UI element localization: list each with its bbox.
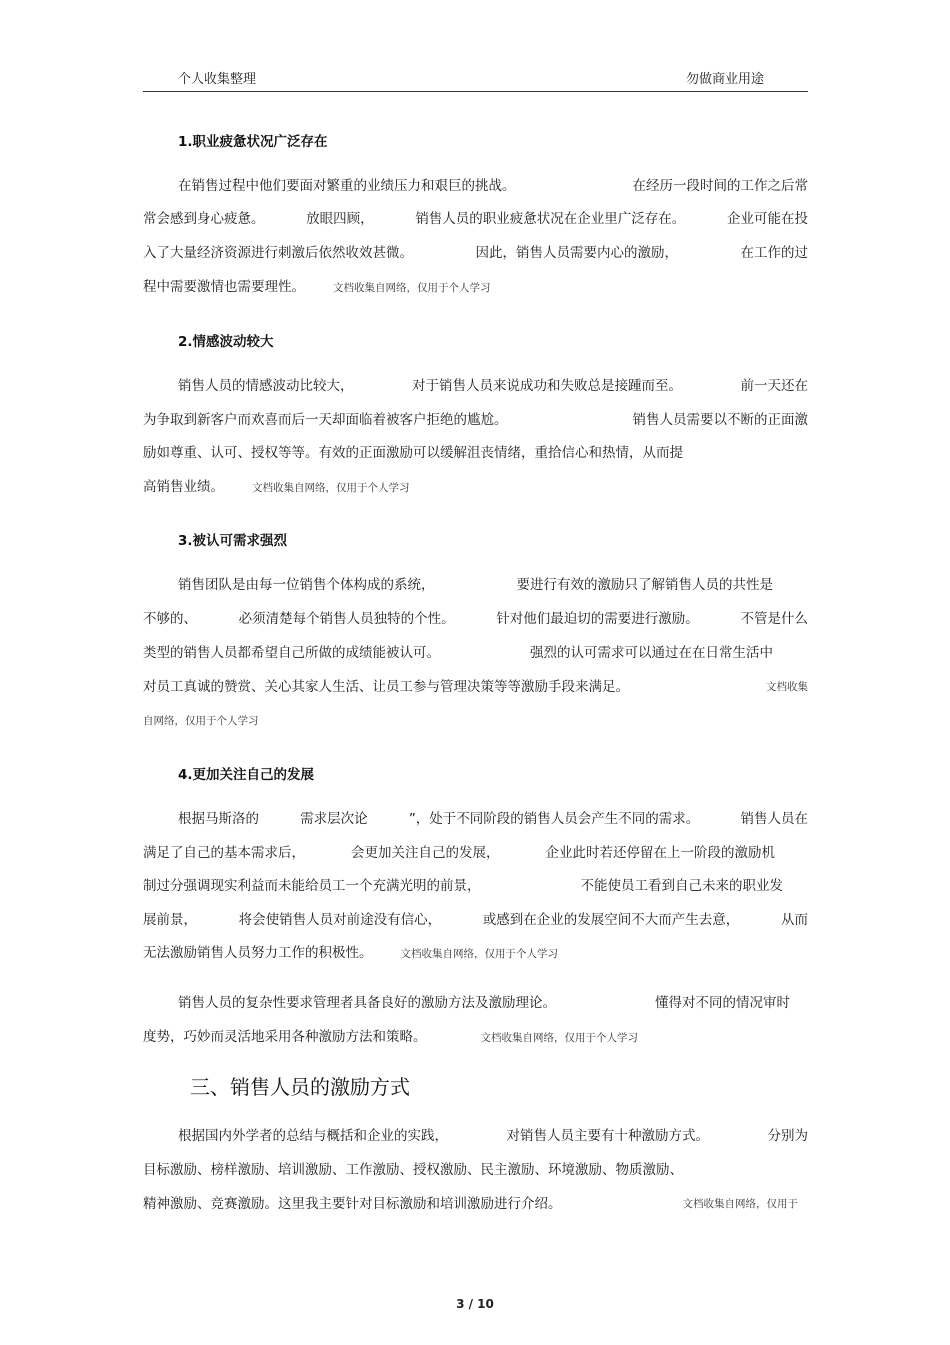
- source-note: 文档收集自网络，仅用于: [682, 1198, 798, 1210]
- source-note: 文档收集自网络，仅用于个人学习: [400, 948, 558, 960]
- paragraph-line: 精神激励、竞赛激励。这里我主要针对目标激励和培训激励进行介绍。 文档收集自网络，仅用于: [143, 1193, 798, 1215]
- source-note: 文档收集自网络，仅用于个人学习: [252, 482, 410, 494]
- section-heading-2: 2.情感波动较大: [178, 334, 274, 350]
- paragraph-line: 为争取到新客户而欢喜而后一天却面临着被客户拒绝的尴尬。 销售人员需要以不断的正面激: [143, 412, 808, 428]
- paragraph-line: 销售人员的复杂性要求管理者具备良好的激励方法及激励理论。 懂得对不同的情况审时: [178, 995, 790, 1011]
- paragraph-line: [143, 709, 808, 731]
- paragraph-line: 类型的销售人员都希望自己所做的成绩能被认可。 强烈的认可需求可以通过在在日常生活中: [143, 645, 773, 661]
- section-heading-3: 3.被认可需求强烈: [178, 533, 288, 549]
- section-heading-4: 4.更加关注自己的发展: [178, 767, 315, 783]
- paragraph-line: 制过分强调现实利益而未能给员工一个充满光明的前景， 不能使员工看到自己未来的职业发: [143, 878, 783, 894]
- paragraph-line: 根据马斯洛的 需求层次论 ”，处于不同阶段的销售人员会产生不同的需求。 销售人员在: [178, 811, 808, 827]
- paragraph-line: 满足了自己的基本需求后， 会更加关注自己的发展， 企业此时若还停留在上一阶段的激励机: [143, 845, 775, 861]
- paragraph-line: 常会感到身心疲惫。 放眼四顾， 销售人员的职业疲惫状况在企业里广泛存在。 企业可能在投: [143, 211, 808, 227]
- header-divider: [143, 91, 808, 92]
- paragraph-line: 销售团队是由每一位销售个体构成的系统， 要进行有效的激励只了解销售人员的共性是: [178, 577, 773, 593]
- paragraph-line: 度势，巧妙而灵活地采用各种激励方法和策略。 文档收集自网络，仅用于个人学习: [143, 1029, 638, 1045]
- paragraph-line: 在销售过程中他们要面对繁重的业绩压力和艰巨的挑战。 在经历一段时间的工作之后常: [178, 178, 808, 194]
- source-note: 文档收集自网络，仅用于个人学习: [480, 1032, 638, 1044]
- paragraph-line: 销售人员的情感波动比较大， 对于销售人员来说成功和失败总是接踵而至。 前一天还在: [178, 378, 808, 394]
- section-heading-1: 1.职业疲惫状况广泛存在: [178, 134, 328, 150]
- paragraph-line: 目标激励、榜样激励、培训激励、工作激励、授权激励、民主激励、环境激励、物质激励、: [143, 1162, 683, 1178]
- paragraph-line: 不够的、 必须清楚每个销售人员独特的个性。 针对他们最迫切的需要进行激励。 不管是什么: [143, 611, 808, 627]
- paragraph-line: 励如尊重、认可、授权等等。有效的正面激励可以缓解沮丧情绪，重拾信心和热情，从而提: [143, 445, 683, 461]
- header-right: 勿做商业用途: [685, 72, 764, 87]
- source-note: 文档收集自网络，仅用于个人学习: [333, 282, 491, 294]
- paragraph-line: 对员工真诚的赞赏、关心其家人生活、让员工参与管理决策等等激励手段来满足。 文档收集: [143, 676, 808, 698]
- chapter-title: 三、销售人员的激励方式: [190, 1075, 410, 1099]
- paragraph-line: 入了大量经济资源进行刺激后依然收效甚微。 因此，销售人员需要内心的激励， 在工作的过: [143, 245, 808, 261]
- source-note: 文档收集: [766, 681, 808, 693]
- header-left: 个人收集整理: [178, 72, 257, 87]
- paragraph-line: 展前景， 将会使销售人员对前途没有信心， 或感到在企业的发展空间不大而产生去意， 从而: [143, 912, 808, 928]
- paragraph-line: 根据国内外学者的总结与概括和企业的实践， 对销售人员主要有十种激励方式。 分别为: [178, 1128, 808, 1144]
- paragraph-line: 高销售业绩。 文档收集自网络，仅用于个人学习: [143, 479, 410, 495]
- paragraph-line: 程中需要激情也需要理性。 文档收集自网络，仅用于个人学习: [143, 279, 491, 295]
- page-number: 3 / 10: [456, 1297, 494, 1311]
- source-note: 自网络，仅用于个人学习: [143, 715, 259, 727]
- paragraph-line: 无法激励销售人员努力工作的积极性。 文档收集自网络，仅用于个人学习: [143, 945, 558, 961]
